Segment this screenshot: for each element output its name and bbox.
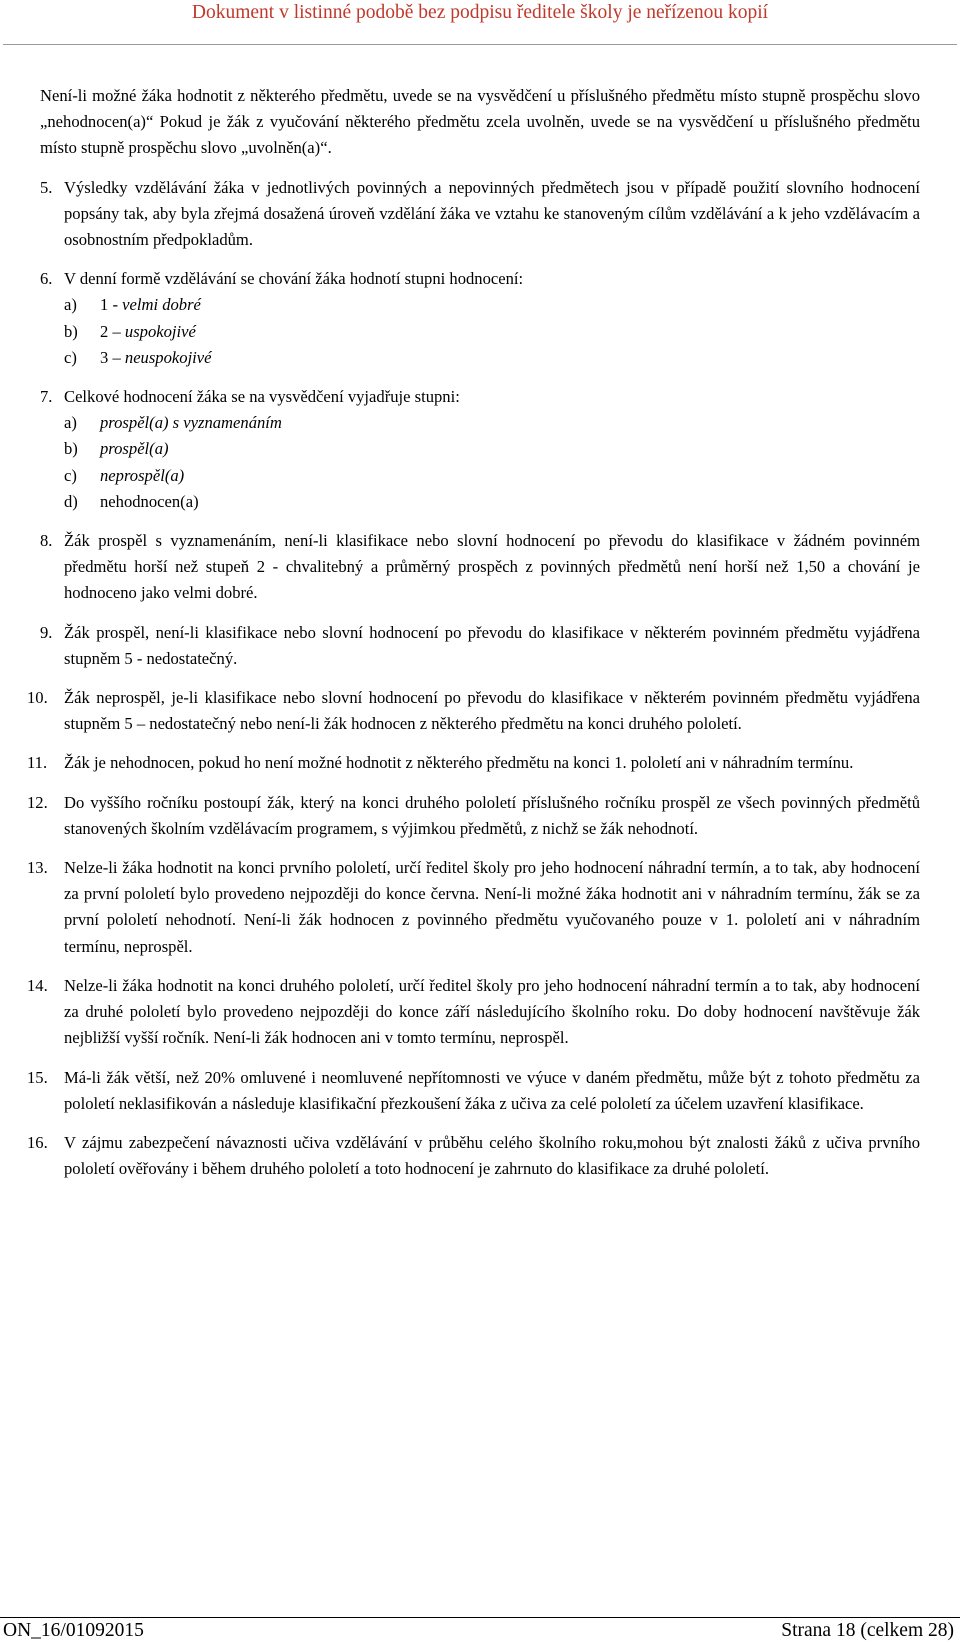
list-item: [27, 1130, 920, 1182]
item-text: Celkové hodnocení žáka se na vysvědčení vyjadřuje stupni:: [64, 387, 460, 407]
list-item: [40, 620, 920, 672]
document-body: [27, 83, 920, 1182]
item-text: V denní formě vzdělávání se chování žáka hodnotí stupni hodnocení:: [64, 269, 524, 289]
sub-item-letter: b): [64, 321, 78, 341]
sub-item-text: nehodnocen(a): [100, 491, 199, 511]
sub-item: [64, 345, 920, 371]
item-number: 9.: [40, 622, 53, 642]
item-number: 7.: [40, 387, 53, 407]
item-text: Žák prospěl, není-li klasifikace nebo slovní hodnocení po převodu do klasifikace v některém povinném předmětu vyjádřena stupněm 5 - nedostatečný.: [64, 622, 920, 668]
list-item: [27, 750, 920, 776]
item-text: Výsledky vzdělávání žáka v jednotlivých povinných a nepovinných předmětech jsou v případě použití slovního hodnocení popsány tak, aby byla zřejmá dosažená úroveň vzdělání žáka ve vztahu ke stanoveným cílům vzdělávání a k jeho vzdělávacím a osobnostním předpokladům.: [64, 177, 920, 250]
item-number: 16.: [27, 1132, 48, 1152]
list-item: [40, 266, 920, 371]
sub-item-letter: a): [64, 295, 77, 315]
header-title: Dokument v listinné podobě bez podpisu ředitele školy je neřízenou kopií: [191, 2, 769, 23]
sub-item-text: prospěl(a) s vyznamenáním: [100, 413, 282, 433]
sub-item-text: uspokojivé: [124, 321, 196, 341]
list-item: [40, 384, 920, 515]
list-item: [27, 973, 920, 1052]
footer-document-id: ON_16/01092015: [3, 1620, 144, 1641]
item-number: 14.: [27, 975, 48, 995]
item-text: Má-li žák větší, než 20% omluvené i neomluvené nepřítomnosti ve výuce v daném předmětu, může být z tohoto předmětu za pololetí neklasifikován a následuje klasifikační přezkoušení žáka z učiva za celé pololetí za účelem uzavření klasifikace.: [64, 1067, 920, 1113]
sub-item-prefix: 3 –: [100, 347, 125, 367]
sub-item: [64, 319, 920, 345]
item-number: 13.: [27, 858, 48, 878]
intro-paragraph: Není-li možné žáka hodnotit z některého předmětu, uvede se na vysvědčení u příslušného předmětu místo stupně prospěchu slovo „nehodnocen(a)“ Pokud je žák z vyučování některého předmětu zcela uvolněn, uvede se na vysvědčení u příslušného předmětu místo stupně prospěchu slovo „uvolněn(a)“.: [40, 86, 920, 158]
item-text: Nelze-li žáka hodnotit na konci prvního pololetí, určí ředitel školy pro jeho hodnocení náhradní termín, a to tak, aby hodnocení za první pololetí bylo provedeno nejpozději do konce června. Není-li možné žáka hodnotit ani v náhradním termínu, žák se za první pololetí nehodnotí. Není-li žák hodnocen z povinného předmětu vyučovaného pouze v 1. pololetí ani v náhradním termínu, neprospěl.: [64, 858, 920, 956]
item-text: Do vyššího ročníku postoupí žák, který na konci druhého pololetí příslušného ročníku prospěl ze všech povinných předmětů stanovených školním vzdělávacím programem, s výjimkou předmětů, z nichž se žák nehodnotí.: [64, 792, 920, 838]
item-number: 10.: [27, 688, 48, 708]
list-item: [27, 685, 920, 737]
sub-item-text: neuspokojivé: [124, 347, 212, 367]
sub-item-text: velmi dobré: [122, 295, 201, 315]
sub-item: [64, 410, 920, 436]
sub-item: [64, 292, 920, 318]
item-number: 5.: [40, 177, 53, 197]
item-text: Žák je nehodnocen, pokud ho není možné hodnotit z některého předmětu na konci 1. pololetí ani v náhradním termínu.: [64, 753, 854, 773]
list-item: [27, 1065, 920, 1117]
item-number: 12.: [27, 792, 48, 812]
sub-item-letter: b): [64, 439, 78, 459]
item-number: 11.: [27, 753, 48, 773]
sub-item: [64, 463, 920, 489]
item-text: Nelze-li žáka hodnotit na konci druhého pololetí, určí ředitel školy pro jeho hodnocení náhradní termín a to tak, aby hodnocení za druhé pololetí bylo provedeno nejpozději do konce září následujícího školního roku. Do doby hodnocení navštěvuje žák nejbližší vyšší ročník. Není-li žák hodnocen ani v tomto termínu, neprospěl.: [64, 975, 920, 1048]
item-number: 15.: [27, 1067, 48, 1087]
document-header: [0, 0, 960, 24]
list-item: [27, 855, 920, 960]
footer-page-number: Strana 18 (celkem 28): [781, 1620, 954, 1641]
sub-item-text: neprospěl(a): [100, 465, 185, 485]
item-text: V zájmu zabezpečení návaznosti učiva vzdělávání v průběhu celého školního roku,mohou být znalosti žáků z učiva prvního pololetí ověřovány i během druhého pololetí a toto hodnocení je zahrnuto do klasifikace za druhé pololetí.: [64, 1132, 920, 1179]
list-item: [40, 175, 920, 254]
sub-item-text: prospěl(a): [100, 439, 169, 459]
footer-divider: [0, 1617, 960, 1618]
item-number: 8.: [40, 531, 53, 551]
sub-item-letter: d): [64, 491, 78, 511]
sub-item: [64, 489, 920, 515]
sub-item-letter: c): [64, 347, 77, 367]
item-number: 6.: [40, 269, 53, 289]
sub-item-prefix: 1 -: [100, 295, 123, 315]
header-divider: [3, 44, 957, 45]
item-text: Žák neprospěl, je-li klasifikace nebo slovní hodnocení po převodu do klasifikace v některém povinném předmětu vyjádřena stupněm 5 – nedostatečný nebo není-li žák hodnocen z některého předmětu na konci druhého pololetí.: [64, 688, 920, 734]
sub-item-letter: c): [64, 465, 77, 485]
item-text: Žák prospěl s vyznamenáním, není-li klasifikace nebo slovní hodnocení po převodu do klasifikace v žádném povinném předmětu horší než stupeň 2 - chvalitebný a průměrný prospěch z povinných předmětů není horší než 1,50 a chování je hodnoceno jako velmi dobré.: [64, 531, 920, 603]
sub-item-letter: a): [64, 413, 77, 433]
list-item: [40, 528, 920, 607]
sub-item-prefix: 2 –: [100, 321, 125, 341]
sub-item: [64, 436, 920, 462]
list-item: [27, 790, 920, 842]
